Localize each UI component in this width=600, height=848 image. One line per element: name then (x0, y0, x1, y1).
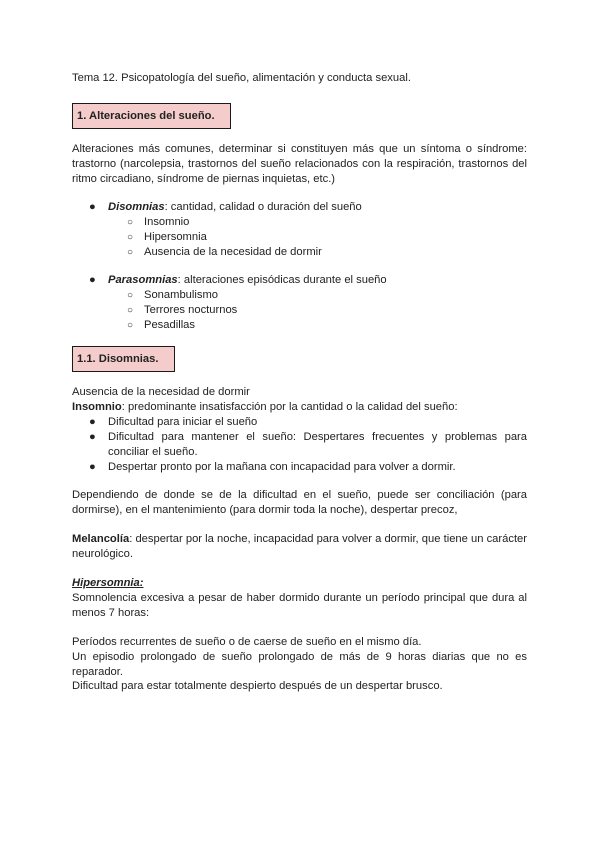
list-item: ● Despertar pronto por la mañana con incapacidad para volver a dormir. (89, 461, 456, 473)
bullet-icon: ● (89, 201, 96, 213)
dificultad-line: Dificultad para estar totalmente despierto después de un despertar brusco. (72, 680, 443, 692)
disomnias-list (72, 200, 527, 260)
bullet-icon: ● (89, 431, 96, 443)
circle-bullet-icon: ○ (127, 217, 134, 228)
disomnias-term: Disomnias (108, 201, 165, 213)
hipersomnia-title: Hipersomnia: (72, 577, 144, 589)
circle-bullet-icon: ○ (127, 247, 134, 258)
insomnio-line (72, 400, 527, 415)
list-item (72, 273, 527, 288)
disomnias-desc: : cantidad, calidad o duración del sueño (164, 201, 362, 213)
dependiendo-paragraph: Dependiendo de donde se de la dificultad en el sueño, puede ser conciliación (para dormirse), en el mantenimiento (para dormir toda la noche), despertar precoz, (72, 489, 527, 516)
list-item: ○ Hipersomnia (127, 231, 207, 243)
melancolia-desc: : despertar por la noche, incapacidad para volver a dormir, que tiene un carácter neurológico. (72, 533, 527, 560)
episodio-paragraph: Un episodio prolongado de sueño prolongado de más de 9 horas diarias que no es reparador. (72, 651, 527, 678)
list-item (72, 200, 527, 215)
bullet-icon: ● (89, 461, 96, 473)
topic-title: Tema 12. Psicopatología del sueño, alimentación y conducta sexual. (72, 72, 411, 84)
list-item: ○ Sonambulismo (127, 289, 218, 301)
bullet-icon: ● (89, 416, 96, 428)
list-item: ● Dificultad para iniciar el sueño (89, 416, 258, 428)
parasomnias-list (72, 273, 527, 333)
insomnio-term: Insomnio (72, 401, 122, 413)
parasomnias-term: Parasomnias (108, 274, 178, 286)
list-item: ○ Ausencia de la necesidad de dormir (127, 246, 322, 258)
ausencia-line: Ausencia de la necesidad de dormir (72, 386, 250, 398)
parasomnias-desc: : alteraciones episódicas durante el sueño (177, 274, 387, 286)
melancolia-paragraph (72, 532, 527, 562)
periodos-line: Períodos recurrentes de sueño o de caerse de sueño en el mismo día. (72, 636, 422, 648)
circle-bullet-icon: ○ (127, 232, 134, 243)
list-item: ● Dificultad para mantener el sueño: Despertares frecuentes y problemas para conciliar el sueño. (89, 431, 527, 458)
melancolia-term: Melancolía (72, 533, 130, 545)
list-item: ○ Terrores nocturnos (127, 304, 238, 316)
list-item: ○ Insomnio (127, 216, 190, 228)
section-heading-disomnias: 1.1. Disomnias. (72, 346, 175, 372)
insomnio-list (72, 415, 527, 475)
intro-paragraph: Alteraciones más comunes, determinar si constituyen más que un síntoma o síndrome: trastorno (narcolepsia, trastornos del sueño relacionados con la respiración, trastornos del ritmo circadiano, síndrome de piernas inquietas, etc.) (72, 143, 527, 185)
circle-bullet-icon: ○ (127, 320, 134, 331)
bullet-icon: ● (89, 274, 96, 286)
section-heading-alteraciones: 1. Alteraciones del sueño. (72, 103, 231, 129)
circle-bullet-icon: ○ (127, 305, 134, 316)
list-item: ○ Pesadillas (127, 319, 195, 331)
circle-bullet-icon: ○ (127, 290, 134, 301)
insomnio-desc: : predominante insatisfacción por la cantidad o la calidad del sueño: (121, 401, 458, 413)
hipersomnia-desc: Somnolencia excesiva a pesar de haber dormido durante un período principal que dura al menos 7 horas: (72, 592, 527, 619)
